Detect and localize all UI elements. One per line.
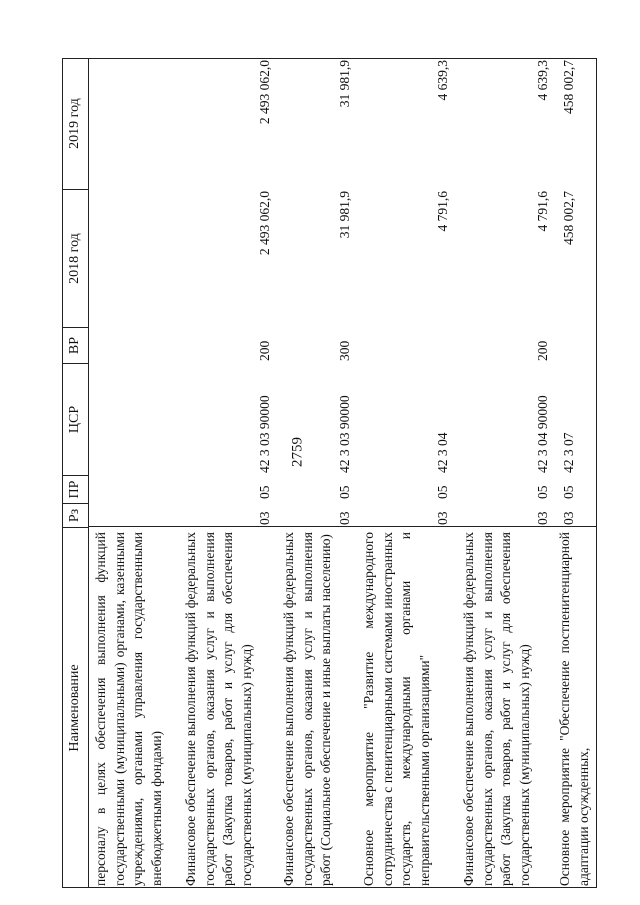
row-2018: 4 791,6 [535,191,550,232]
row-2019: 31 981,9 [337,60,352,108]
header-2018: 2018 год [62,189,88,327]
page-number: 2759 [289,437,306,467]
row-2019: 4 639,3 [535,60,550,101]
header-pr: ПР [62,475,88,503]
row-pr: 05 [435,485,450,499]
row-2019: 2 493 062,0 [257,60,272,125]
row-rz: 03 [337,511,352,525]
row-2018: 2 493 062,0 [257,191,272,256]
row-name: Финансовое обеспечение выполнения функций федеральных государственных органов, оказания услуг и выполнения работ (Закупка товаров, работ и услуг для обеспечения государственных (муниципальных) нужд) [461,532,532,886]
header-vr: ВР [62,327,88,363]
row-rz: 03 [435,511,450,525]
row-pr: 05 [535,485,550,499]
header-divider [88,58,89,888]
row-csr: 42 3 03 90000 [257,395,272,473]
row-vr: 200 [535,340,550,361]
row-csr: 42 3 04 [435,432,450,473]
row-vr: 200 [257,340,272,361]
row-csr: 42 3 03 90000 [337,395,352,473]
row-name: Финансовое обеспечение выполнения функций федеральных государственных органов, оказания услуг и выполнения работ (Социальное обеспечение и иные выплаты населению) [281,532,333,886]
row-rz: 03 [257,511,272,525]
row-2019: 458 002,7 [561,60,576,114]
header-csr: ЦСР [62,363,88,475]
row-2018: 458 002,7 [561,191,576,245]
row-name: Основное мероприятие "Развитие международного сотрудничества с пенитенциарными системами иностранных государств, международными органами и неправительственными организациями" [361,532,432,886]
row-vr: 300 [337,340,352,361]
row-2019: 4 639,3 [435,60,450,101]
row-csr: 42 3 07 [561,432,576,473]
column-rule [88,526,597,527]
row-pr: 05 [257,485,272,499]
row-rz: 03 [535,511,550,525]
header-2019: 2019 год [67,98,82,149]
row-2018: 31 981,9 [337,191,352,239]
row-name: персоналу в целях обеспечения выполнения функций государственными (муниципальными) органами, казенными учреждениями, органами управления государственными внебюджетными фондами) [93,532,164,886]
header-rz: Рз [62,503,88,527]
budget-table [62,58,597,888]
row-pr: 05 [337,485,352,499]
header-name: Наименование [62,527,88,888]
row-name: Финансовое обеспечение выполнения функций федеральных государственных органов, оказания услуг и выполнения работ (Закупка товаров, работ и услуг для обеспечения государственных (муниципальных) нужд) [183,532,254,886]
row-csr: 42 3 04 90000 [535,395,550,473]
row-rz: 03 [561,511,576,525]
row-2018: 4 791,6 [435,191,450,232]
row-pr: 05 [561,485,576,499]
row-name: Основное мероприятие "Обеспечение постпенитенциарной адаптации осужденных, [557,532,591,886]
